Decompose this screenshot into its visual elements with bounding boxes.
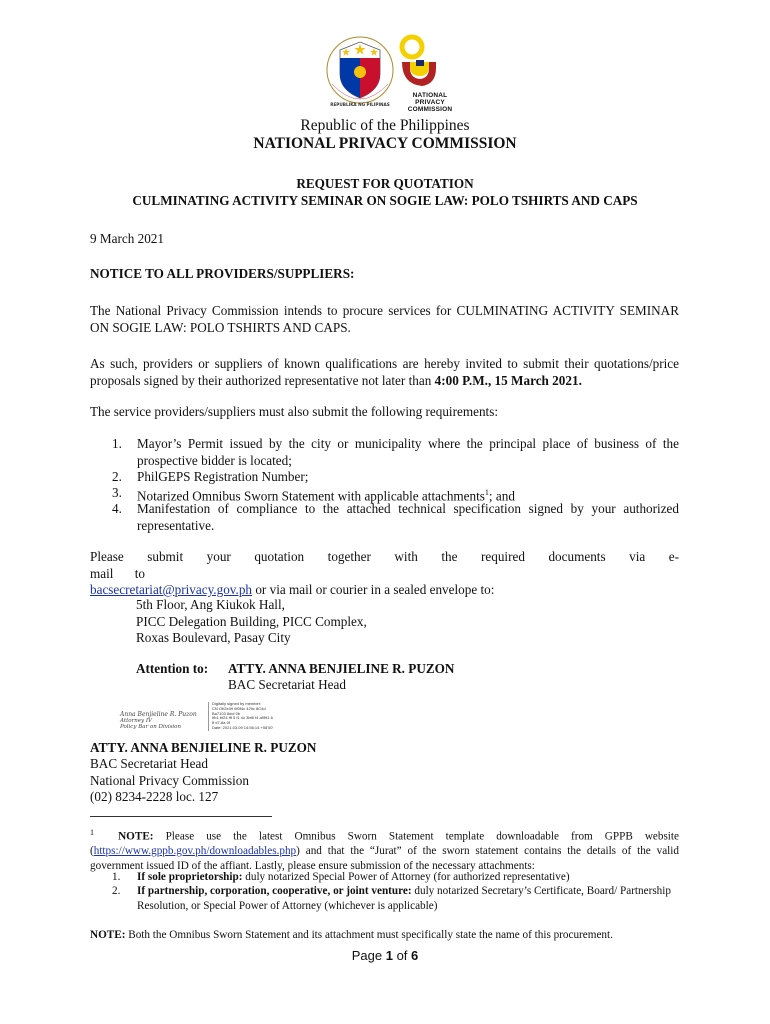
mailing-address [136, 597, 367, 647]
rfq-title: REQUEST FOR QUOTATION [296, 176, 474, 191]
requirement-text-main: Notarized Omnibus Sworn Statement with applicable attachments [137, 488, 485, 504]
notice-heading: NOTICE TO ALL PROVIDERS/SUPPLIERS: [90, 266, 355, 281]
footnote-item-label: If partnership, corporation, cooperative, or joint venture: [137, 885, 412, 897]
address-line: 5th Floor, Ang Kiukok Hall, [136, 597, 285, 612]
attention-position: BAC Secretariat Head [228, 677, 346, 692]
footnote-item-body: duly notarized Special Power of Attorney (for authorized representative) [242, 871, 570, 883]
requirement-number: 2. [112, 469, 122, 484]
signature-script [120, 712, 197, 730]
signatory-phone: (02) 8234-2228 loc. 127 [90, 788, 219, 804]
attention-label: Attention to: [136, 661, 209, 676]
gppb-link[interactable]: https://www.gppb.gov.ph/downloadables.php [93, 845, 297, 858]
current-page: 1 [385, 948, 393, 963]
republic-heading: Republic of the Philippines [300, 117, 470, 134]
invitation-paragraph [90, 356, 679, 389]
requirement-number: 3. [112, 485, 122, 500]
intro-paragraph: The National Privacy Commission intends to procure services for CULMINATING ACTIVITY SEMINAR ON SOGIE LAW: POLO TSHIRTS AND CAPS. [90, 303, 679, 335]
attention-name: ATTY. ANNA BENJIELINE R. PUZON [228, 661, 455, 676]
address-line: PICC Delegation Building, PICC Complex, [136, 613, 367, 629]
requirement-text-tail: ; and [488, 488, 515, 504]
signature-meta-line: CN Of/2e39 6f0f4c 429c 8C4d [212, 705, 266, 711]
signature-meta-line: Ba7103 8dcf 0b [212, 710, 241, 716]
npc-logo-text [405, 92, 455, 113]
document-date: 9 March 2021 [90, 231, 164, 246]
footnote-item-text [137, 884, 679, 913]
deadline-period: . [578, 372, 582, 388]
npc-logo-line: COMMISSION [407, 106, 453, 113]
submission-text: Please submit your quotation together with the required documents via e-mail to [90, 549, 679, 581]
footnote-marker: 1 [90, 828, 94, 837]
requirement-number: 1. [112, 436, 122, 451]
final-note-label: NOTE: [90, 929, 126, 941]
footnote-divider [90, 816, 272, 817]
requirement-text: PhilGEPS Registration Number; [137, 469, 309, 484]
digital-signature [118, 700, 328, 738]
signature-meta-line: ff d7-8a 0f [212, 720, 230, 726]
footnote-item-label: If sole proprietorship: [137, 871, 243, 883]
agency-heading: NATIONAL PRIVACY COMMISSION [253, 135, 517, 152]
footnote-text-tail: ) and that the “Jurat” of the sworn statement contains the details of the valid government issued ID of the affiant. Lastly, please ensure submission of the necessary attachments: [90, 845, 679, 872]
signature-metadata [208, 702, 273, 731]
final-note [90, 928, 679, 943]
requirements-intro: The service providers/suppliers must also submit the following requirements: [90, 404, 499, 419]
footnote-ref[interactable]: 1 [484, 488, 489, 497]
signature-line: Anna Benjieline R. Puzon [120, 711, 197, 718]
invitation-text: As such, providers or suppliers of known qualifications are hereby invited to submit their quotations/price proposals signed by their authorized representative not later than [90, 356, 679, 388]
signatory-office: National Privacy Commission [90, 772, 249, 788]
footnote-text: Please use the latest Omnibus Sworn Statement template downloadable from GPPB website ( [90, 830, 679, 858]
requirement-number: 4. [112, 501, 122, 516]
page-footer [0, 948, 770, 963]
footnote [90, 826, 679, 873]
signature-meta-line: Date: 2021.03.09 14:56:14 +08'00' [212, 724, 274, 730]
requirement-text: Manifestation of compliance to the attached technical specification signed by your authorized representative. [137, 501, 679, 533]
rfq-subtitle: CULMINATING ACTIVITY SEMINAR ON SOGIE LAW: POLO TSHIRTS AND CAPS [132, 193, 638, 208]
svg-text:REPUBLIKA NG PILIPINAS: REPUBLIKA NG PILIPINAS [330, 102, 390, 107]
signature-line: Attorney IV [120, 718, 153, 724]
address-line: Roxas Boulevard, Pasay City [136, 630, 291, 645]
requirement-text: Mayor’s Permit issued by the city or municipality where the principal place of business of the prospective bidder is located; [137, 436, 679, 468]
signatory-block [90, 740, 316, 805]
footnote-item-number: 2. [112, 885, 121, 897]
npc-logo-line: NATIONAL [412, 92, 448, 99]
footnote-label: NOTE: [118, 830, 154, 843]
page-label: Page [351, 948, 386, 963]
email-link[interactable]: bacsecretariat@privacy.gov.ph [90, 582, 253, 597]
deadline-text: 4:00 P.M., 15 March 2021 [434, 372, 579, 388]
signatory-position: BAC Secretariat Head [90, 756, 208, 772]
signature-line: Policy Bar on Division [120, 724, 182, 730]
footnote-item-text [137, 870, 679, 885]
footnote-item-body: duly notarized Secretary’s Certificate, Board/ Partnership Resolution, or Special Power of Attorney (whichever is applicable) [137, 885, 671, 912]
submission-text-tail: or via mail or courier in a sealed envelope to: [252, 582, 495, 597]
signature-meta-line: Digitally signed by member: [212, 701, 262, 706]
footnote-item-number: 1. [112, 871, 121, 883]
page-of: of [392, 948, 412, 963]
signature-meta-line: Ifb1 bf24 fff 5 f1 4c 3bf8 f4 a9f91 6 [212, 715, 273, 721]
submission-paragraph [90, 549, 679, 599]
total-pages: 6 [411, 948, 419, 963]
npc-logo-icon [398, 32, 438, 90]
npc-logo-line: PRIVACY [415, 99, 445, 106]
signatory-name: ATTY. ANNA BENJIELINE R. PUZON [90, 740, 317, 755]
final-note-text: Both the Omnibus Sworn Statement and its attachment must specifically state the name of this procurement. [125, 929, 613, 941]
